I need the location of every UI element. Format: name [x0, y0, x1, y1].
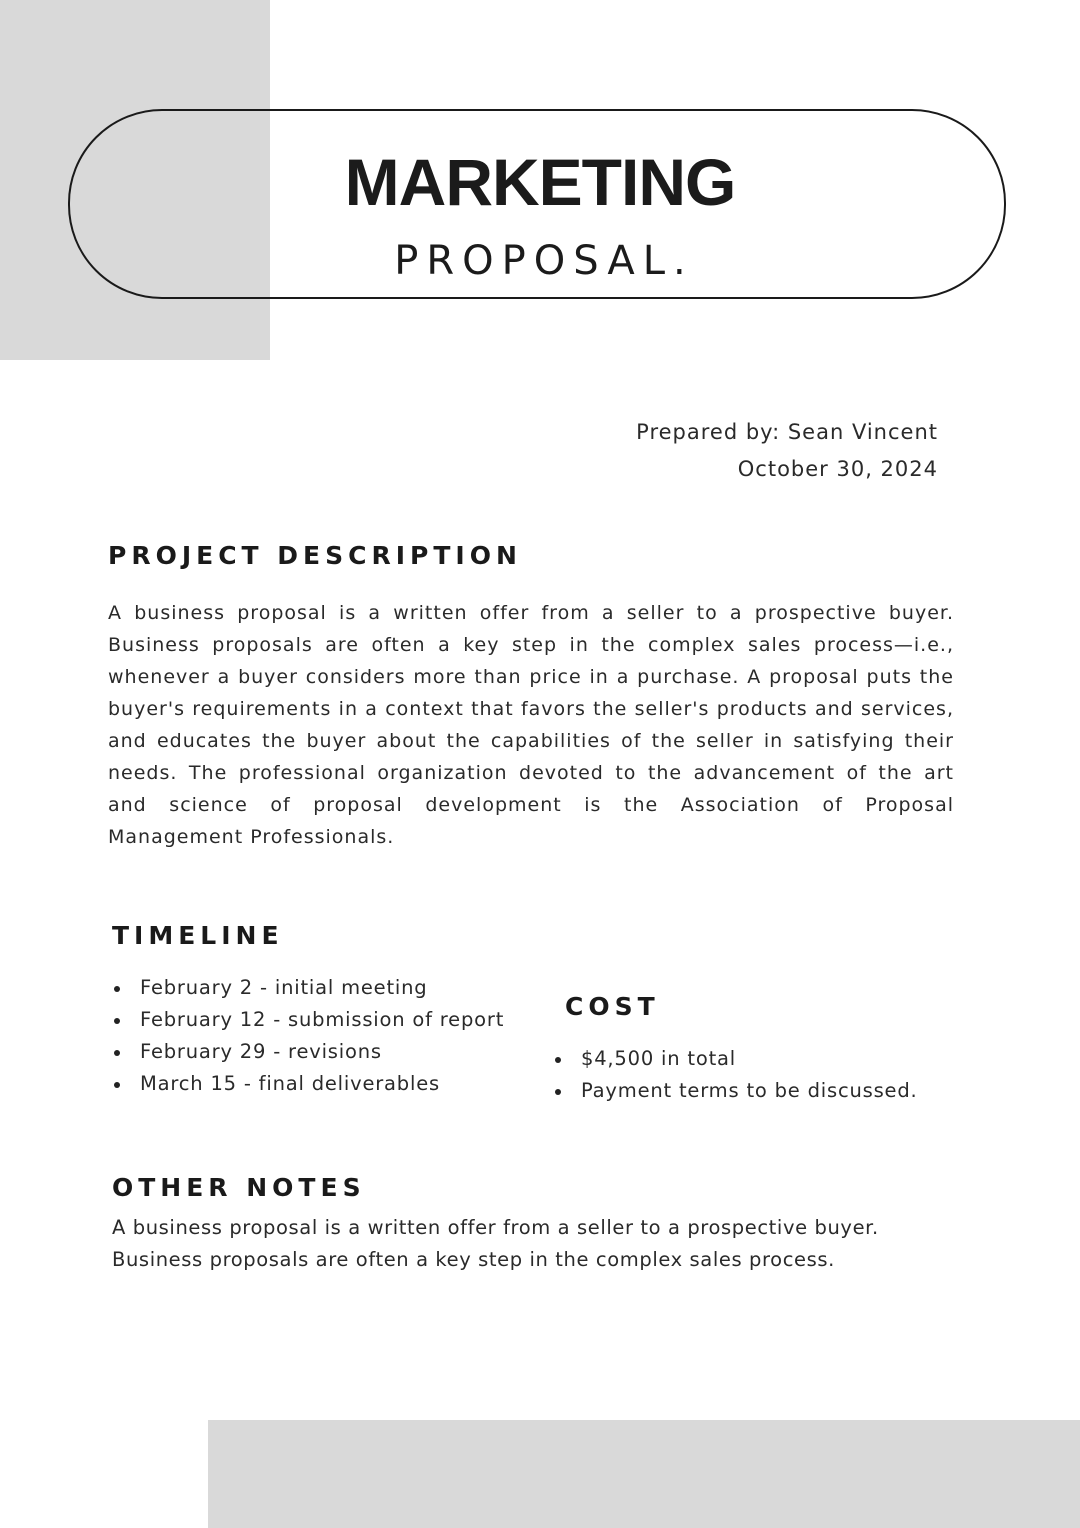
project-description-body: A business proposal is a written offer from a seller to a prospective buyer. Business proposals are often a key step in the complex sales process—i.e., whenever a buyer considers more than price in a purchase. A proposal puts the buyer's requirements in a context that favors the seller's products and services, and educates the buyer about the capabilities of the seller in satisfying their needs. The professional organization devoted to the advancement of the art and science of proposal development is the Association of Proposal Management Professionals.: [108, 602, 954, 848]
timeline-list: [108, 972, 504, 1100]
list-item: $4,500 in total: [549, 1043, 918, 1075]
cost-list: [549, 1043, 918, 1107]
other-notes-body: [112, 1212, 972, 1276]
prepared-date: October 30, 2024: [737, 457, 938, 481]
decorative-block-bottom: [208, 1420, 1080, 1528]
list-item: March 15 - final deliverables: [108, 1068, 504, 1100]
document-title: MARKETING: [344, 145, 736, 219]
cost-heading: COST: [565, 992, 660, 1021]
prepared-by: Prepared by: Sean Vincent: [636, 420, 938, 444]
list-item: February 12 - submission of report: [108, 1004, 504, 1036]
other-notes-heading: OTHER NOTES: [112, 1173, 366, 1202]
list-item: Payment terms to be discussed.: [549, 1075, 918, 1107]
other-notes-line: A business proposal is a written offer from a seller to a prospective buyer.: [112, 1216, 879, 1239]
document-subtitle: PROPOSAL.: [394, 238, 694, 284]
list-item: February 29 - revisions: [108, 1036, 504, 1068]
prepared-block: [636, 414, 938, 488]
project-description-heading: PROJECT DESCRIPTION: [108, 541, 522, 570]
other-notes-line: Business proposals are often a key step in the complex sales process.: [112, 1248, 835, 1271]
list-item: February 2 - initial meeting: [108, 972, 504, 1004]
timeline-heading: TIMELINE: [112, 921, 284, 950]
